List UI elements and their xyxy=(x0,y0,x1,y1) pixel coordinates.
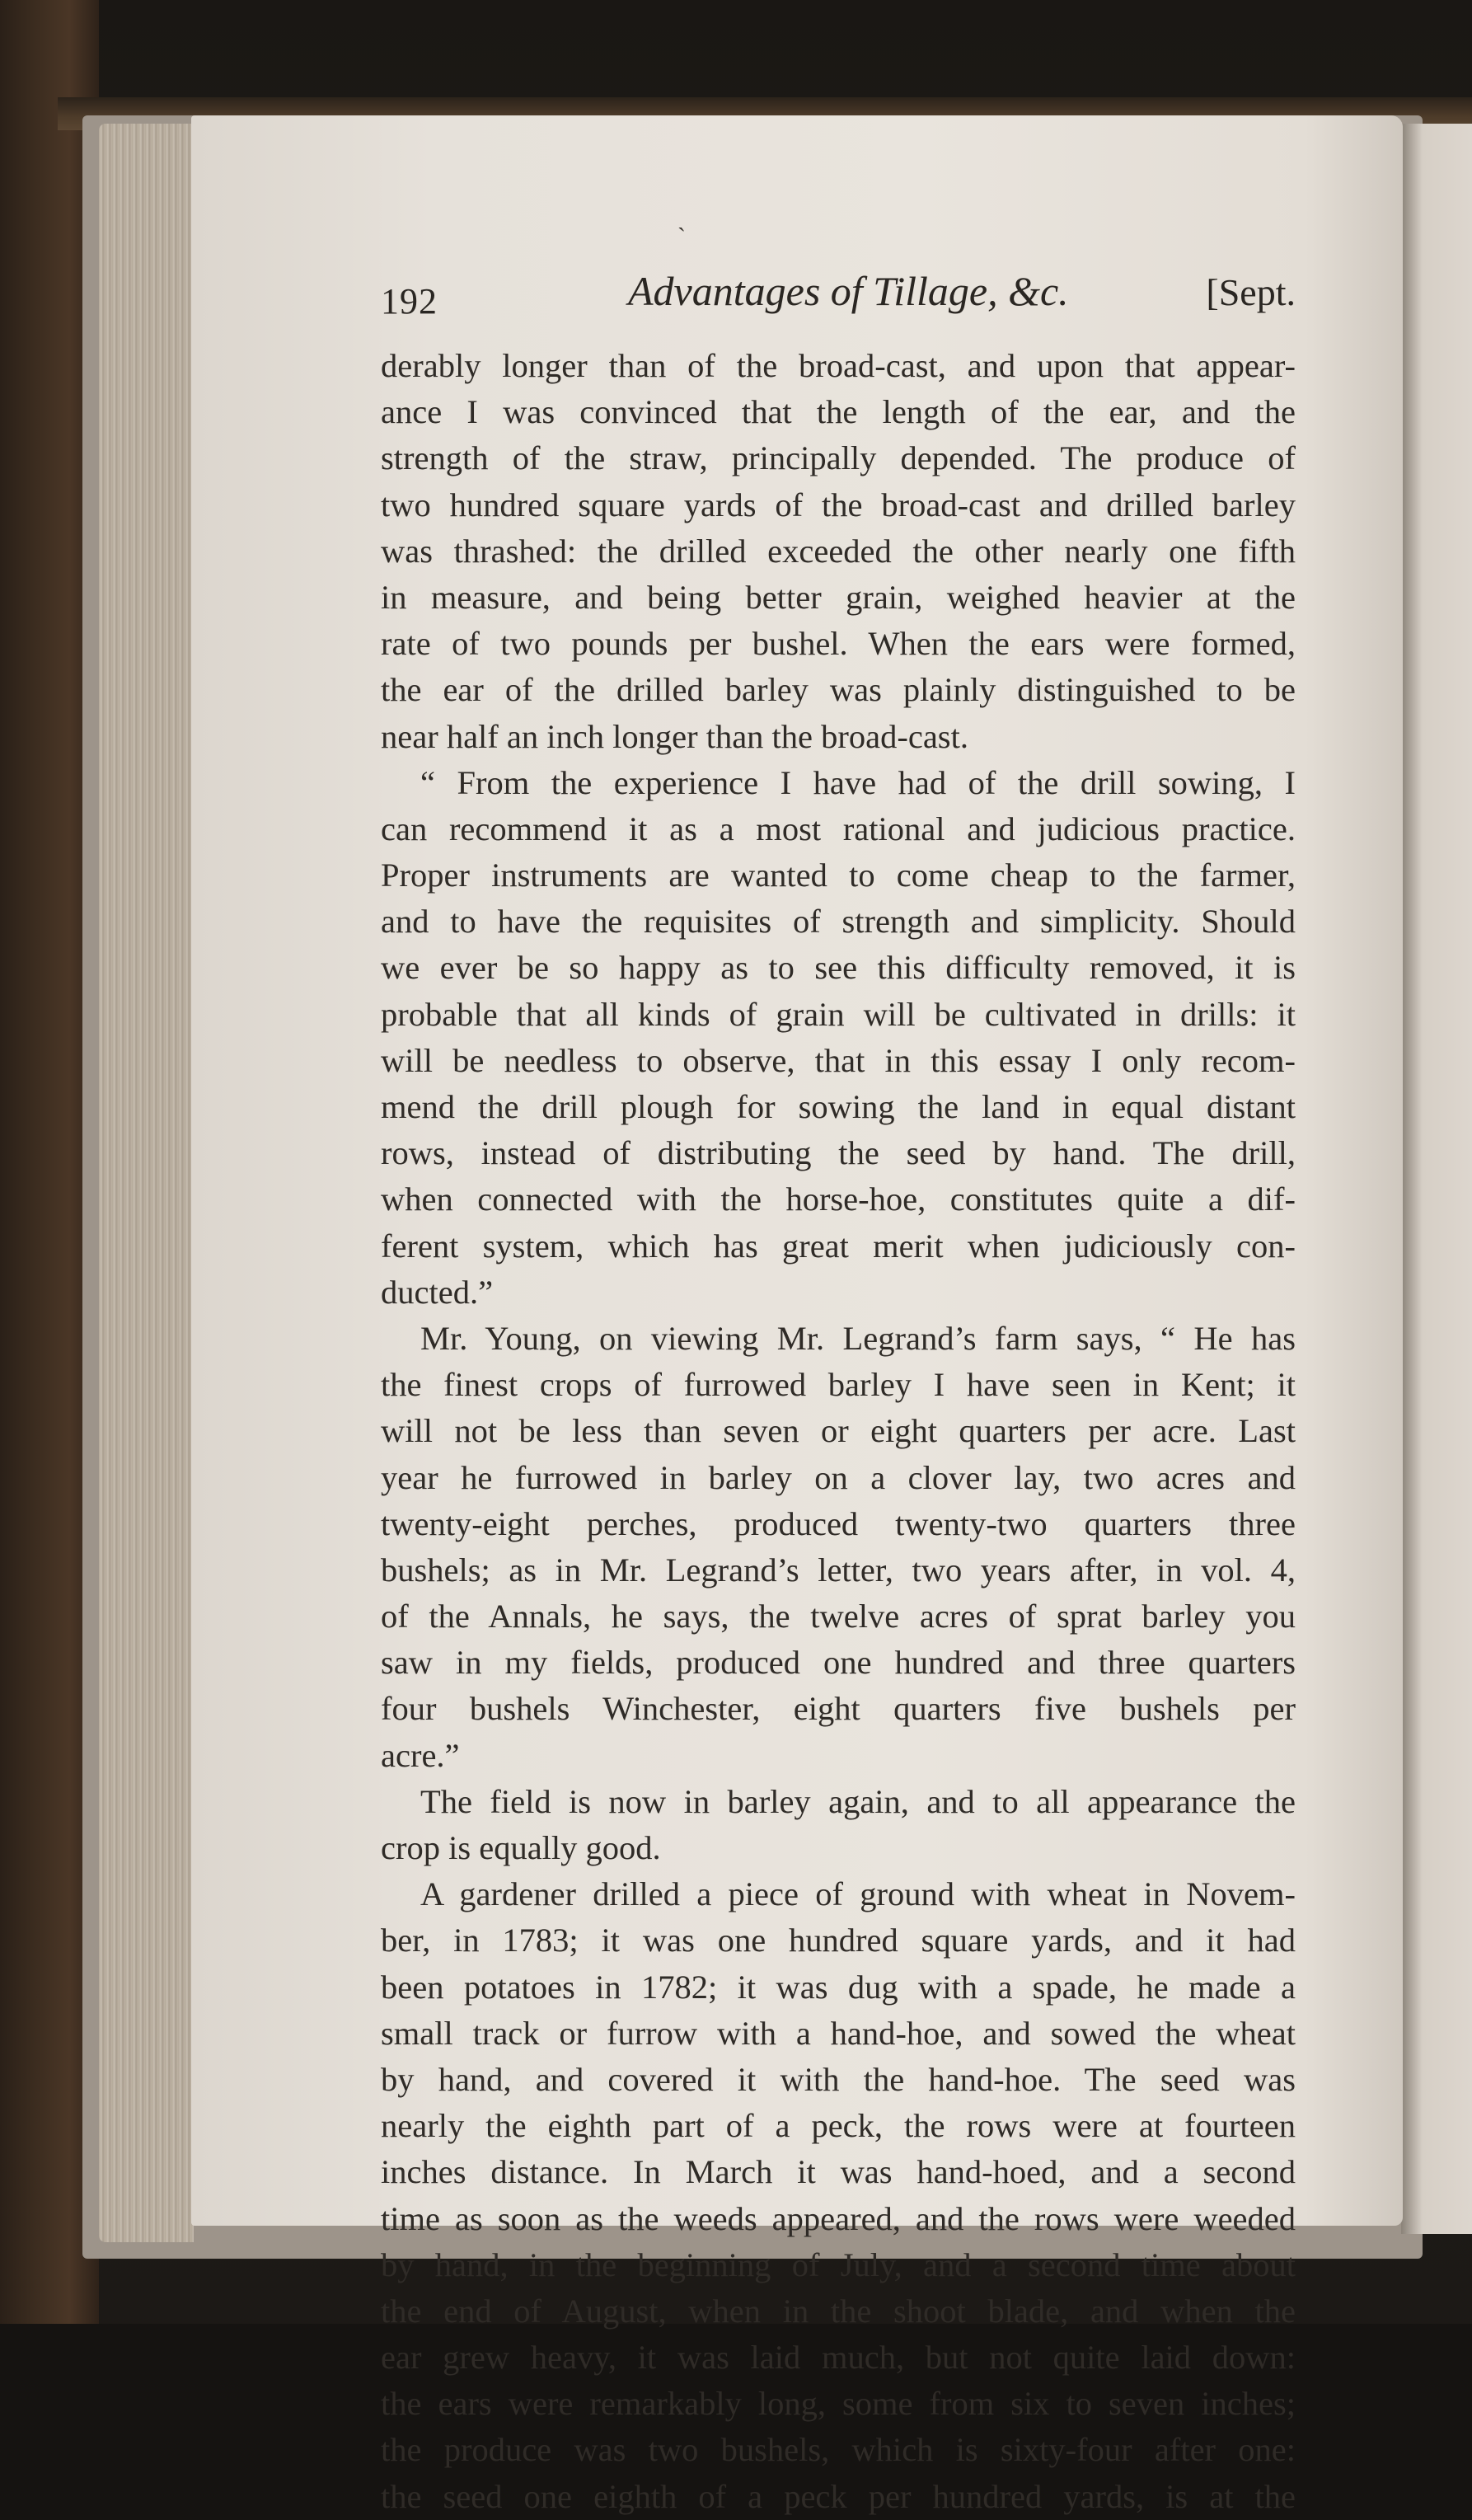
text-line: ear grew heavy, it was laid much, but not quite laid down: xyxy=(381,2339,1296,2377)
text-line: and to have the requisites of strength and simplicity. Should xyxy=(381,903,1296,941)
text-line: derably longer than of the broad-cast, and upon that appear- xyxy=(381,347,1296,384)
text-line: will be needless to observe, that in this essay I only recom- xyxy=(381,1041,1296,1079)
body-text xyxy=(381,343,1296,2520)
running-title: Advantages of Tillage, &c. xyxy=(628,268,1069,314)
text-line: bushels; as in Mr. Legrand’s letter, two years after, in vol. 4, xyxy=(381,1551,1296,1588)
text-line: saw in my fields, produced one hundred and three quarters xyxy=(381,1644,1296,1682)
text-line: rate of two pounds per bushel. When the ears were formed, xyxy=(381,625,1296,663)
text-line: the ear of the drilled barley was plainly distinguished to be xyxy=(381,671,1296,709)
text-line: near half an inch longer than the broad-cast. xyxy=(381,717,968,755)
text-line: small track or furrow with a hand-hoe, and sowed the wheat xyxy=(381,2014,1296,2052)
text-line: will not be less than seven or eight quarters per acre. Last xyxy=(381,1412,1296,1450)
text-line: two hundred square yards of the broad-cast and drilled barley xyxy=(381,486,1296,523)
text-line: when connected with the horse-hoe, constitutes quite a dif- xyxy=(381,1180,1296,1218)
text-line: rows, instead of distributing the seed by hand. The drill, xyxy=(381,1134,1296,1172)
text-line: inches distance. In March it was hand-hoed, and a second xyxy=(381,2153,1296,2191)
text-line: the end of August, when in the shoot blade, and when the xyxy=(381,2292,1296,2330)
text-line: twenty-eight perches, produced twenty-two quarters three xyxy=(381,1504,1296,1542)
month-label: [Sept. xyxy=(1206,271,1296,313)
text-line: ducted.” xyxy=(381,1273,494,1311)
text-line: in measure, and being better grain, weighed heavier at the xyxy=(381,578,1296,616)
text-line: the produce was two bushels, which is sixty-four after one: xyxy=(381,2431,1296,2469)
facing-page-edge xyxy=(1401,124,1472,2234)
text-line: time as soon as the weeds appeared, and the rows were weeded xyxy=(381,2199,1296,2237)
text-line: mend the drill plough for sowing the land in equal distant xyxy=(381,1088,1296,1125)
text-line: by hand, and covered it with the hand-hoe. The seed was xyxy=(381,2060,1296,2098)
text-line: the finest crops of furrowed barley I have seen in Kent; it xyxy=(381,1366,1296,1404)
text-line: A gardener drilled a piece of ground with wheat in Novem- xyxy=(420,1875,1296,1913)
ink-speck: ˏ xyxy=(677,204,686,232)
text-line: ber, in 1783; it was one hundred square yards, and it had xyxy=(381,1922,1296,1959)
text-line: year he furrowed in barley on a clover lay, two acres and xyxy=(381,1458,1296,1496)
text-line: crop is equally good. xyxy=(381,1829,661,1866)
running-header xyxy=(381,267,1296,325)
page-number: 192 xyxy=(381,281,438,321)
page-fore-edge xyxy=(99,124,194,2242)
text-line: was thrashed: the drilled exceeded the other nearly one fifth xyxy=(381,532,1296,570)
text-line: Mr. Young, on viewing Mr. Legrand’s farm says, “ He has xyxy=(420,1319,1296,1357)
text-line: the seed one eighth of a peck per hundred yards, is at the xyxy=(381,2477,1296,2515)
text-line: The field is now in barley again, and to all appearance the xyxy=(420,1782,1296,1820)
text-line: nearly the eighth part of a peck, the rows were at fourteen xyxy=(381,2107,1296,2145)
text-line: can recommend it as a most rational and judicious practice. xyxy=(381,809,1296,847)
text-line: acre.” xyxy=(381,1736,460,1774)
text-line: ferent system, which has great merit when judiciously con- xyxy=(381,1227,1296,1265)
text-line: four bushels Winchester, eight quarters five bushels per xyxy=(381,1690,1296,1728)
text-line: of the Annals, he says, the twelve acres of sprat barley you xyxy=(381,1598,1296,1635)
text-line: strength of the straw, principally depended. The produce of xyxy=(381,439,1296,477)
text-line: Proper instruments are wanted to come cheap to the farmer, xyxy=(381,856,1296,894)
text-line: ance I was convinced that the length of the ear, and the xyxy=(381,393,1296,431)
text-line: probable that all kinds of grain will be cultivated in drills: it xyxy=(381,995,1296,1033)
text-line: the ears were remarkably long, some from six to seven inches; xyxy=(381,2385,1296,2423)
text-line: been potatoes in 1782; it was dug with a spade, he made a xyxy=(381,1968,1296,2006)
text-line: by hand, in the beginning of July, and a second time about xyxy=(381,2245,1296,2283)
text-line: we ever be so happy as to see this difficulty removed, it is xyxy=(381,949,1296,987)
text-line: “ From the experience I have had of the drill sowing, I xyxy=(420,763,1296,801)
